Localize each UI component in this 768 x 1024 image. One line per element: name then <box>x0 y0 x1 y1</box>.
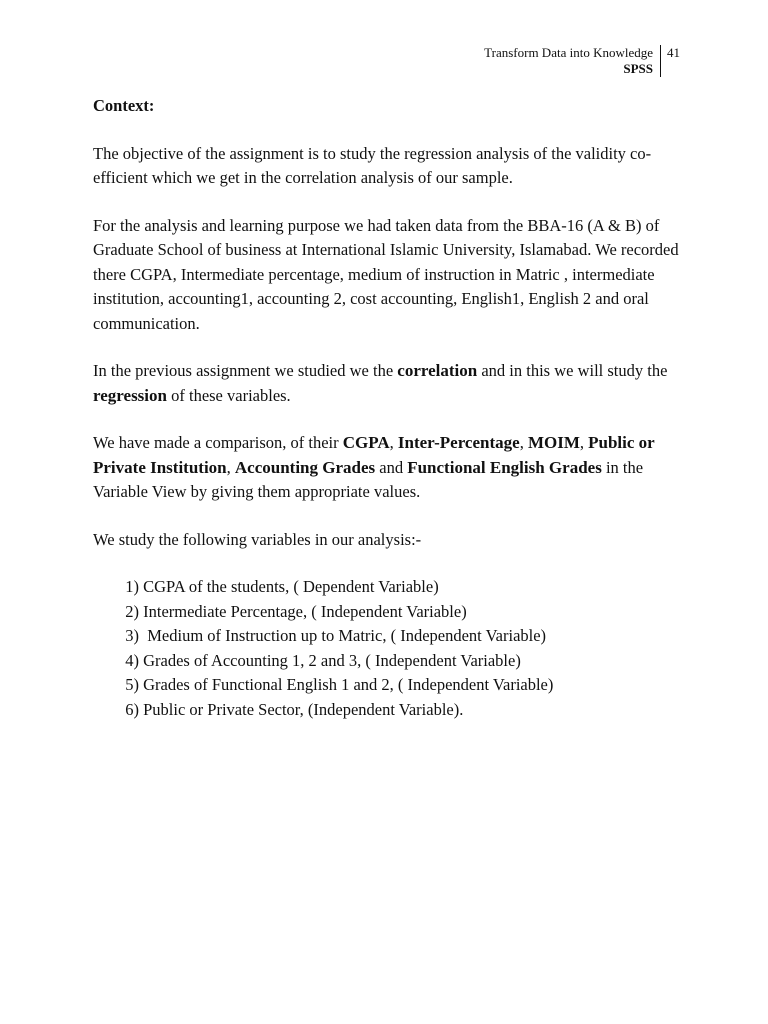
list-text: Medium of Instruction up to Matric, ( Independent Variable) <box>143 626 547 645</box>
paragraph-objective: The objective of the assignment is to study the regression analysis of the validity co-efficient which we get in the correlation analysis of our sample. <box>93 143 652 187</box>
text-segment: We have made a comparison, of their <box>93 433 343 452</box>
header-subtitle: SPSS <box>623 61 653 76</box>
page-number: 41 <box>667 45 680 60</box>
text-segment: , <box>389 433 398 452</box>
paragraph-data-source: For the analysis and learning purpose we had taken data from the BBA-16 (A & B) of Graduate School of business at International Islamic University, Islamabad. We recorded there CGPA, Intermediate percentage, medium of instruction in Matric , intermediate institution, accounting1, accounting 2, cost accounting, English1, English 2 and oral communication. <box>93 215 679 333</box>
list-number: 6) <box>125 699 139 719</box>
paragraph-comparison <box>93 431 683 505</box>
list-text: Intermediate Percentage, ( Independent Variable) <box>143 601 467 621</box>
text-segment: in the Variable View by giving them appropriate values. <box>93 457 644 501</box>
list-text: Grades of Functional English 1 and 2, ( Independent Variable) <box>143 675 554 694</box>
bold-term: Inter-Percentage <box>397 433 520 452</box>
document-body <box>93 94 683 722</box>
list-text: Grades of Accounting 1, 2 and 3, ( Independent Variable) <box>143 650 521 670</box>
text-segment: In the previous assignment we studied we the <box>93 361 398 380</box>
text-segment: and <box>375 457 408 477</box>
paragraph-variables-intro: We study the following variables in our analysis:- <box>93 529 422 549</box>
header-titles <box>484 45 661 77</box>
list-item <box>93 600 683 625</box>
bold-term: Public or Private Institution <box>93 433 655 477</box>
bold-term: regression <box>93 385 167 405</box>
list-item <box>93 575 683 600</box>
bold-term: Accounting Grades <box>234 457 376 477</box>
bold-term: CGPA <box>342 433 390 452</box>
header-title: Transform Data into Knowledge <box>484 45 653 60</box>
variables-list <box>93 575 683 722</box>
text-segment: and in this we will study the <box>477 361 668 380</box>
list-item <box>93 624 683 649</box>
list-item <box>93 649 683 674</box>
list-text: Public or Private Sector, (Independent Variable). <box>143 699 464 719</box>
bold-term: correlation <box>397 361 478 380</box>
bold-term: MOIM <box>527 433 580 452</box>
text-segment: , <box>579 433 589 452</box>
text-segment: , <box>226 457 235 477</box>
list-item <box>93 698 683 723</box>
bold-term: Functional English Grades <box>407 457 602 477</box>
section-heading: Context: <box>93 96 155 115</box>
list-number: 2) <box>125 601 139 621</box>
page-header <box>484 45 680 77</box>
text-segment: , <box>519 433 528 452</box>
list-number: 3) <box>125 626 139 645</box>
list-number: 5) <box>125 675 139 694</box>
list-number: 1) <box>125 577 139 596</box>
paragraph-previous-assignment <box>93 359 683 408</box>
list-item <box>93 673 683 698</box>
list-number: 4) <box>125 650 139 670</box>
list-text: CGPA of the students, ( Dependent Variable) <box>143 577 439 596</box>
text-segment: of these variables. <box>166 385 291 405</box>
